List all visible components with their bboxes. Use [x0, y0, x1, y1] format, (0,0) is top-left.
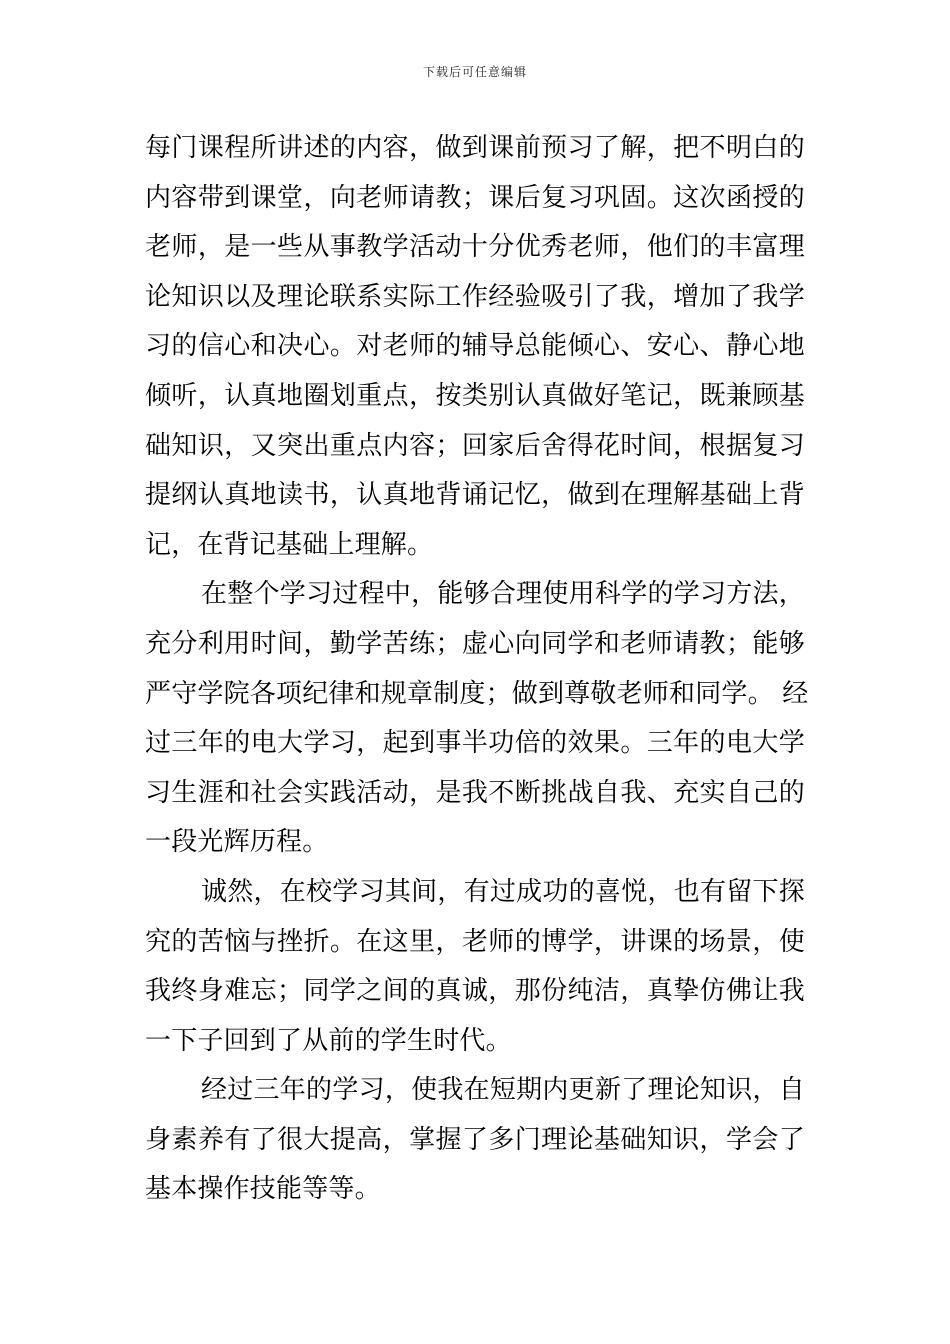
text-line: 过三年的电大学习，起到事半功倍的效果。三年的电大学 — [145, 728, 805, 759]
text-line: 论知识以及理论联系实际工作经验吸引了我，增加了我学 — [145, 281, 805, 312]
paragraph-first-line: 在整个学习过程中，能够合理使用科学的学习方法， — [201, 579, 805, 610]
paragraph-first-line: 经过三年的学习，使我在短期内更新了理论知识，自 — [201, 1075, 805, 1106]
text-line: 内容带到课堂，向老师请教；课后复习巩固。这次函授的 — [145, 182, 805, 213]
text-line: 身素养有了很大提高，掌握了多门理论基础知识，学会了 — [145, 1124, 805, 1155]
text-line: 基本操作技能等等。 — [145, 1174, 381, 1205]
text-line: 我终身难忘；同学之间的真诚，那份纯洁，真挚仿佛让我 — [145, 976, 805, 1007]
text-line: 严守学院各项纪律和规章制度；做到尊敬老师和同学。 经 — [145, 678, 809, 709]
text-line: 每门课程所讲述的内容，做到课前预习了解，把不明白的 — [145, 133, 805, 163]
text-line: 习的信心和决心。对老师的辅导总能倾心、安心、静心地 — [145, 331, 805, 362]
text-line: 习生涯和社会实践活动，是我不断挑战自我、充实自己的 — [145, 777, 805, 808]
text-line: 老师，是一些从事教学活动十分优秀老师，他们的丰富理 — [145, 232, 805, 263]
paragraph-first-line: 诚然，在校学习其间，有过成功的喜悦，也有留下探 — [201, 876, 805, 907]
text-line: 倾听，认真地圈划重点，按类别认真做好笔记，既兼顾基 — [145, 380, 805, 411]
page-header-note: 下载后可任意编辑 — [422, 65, 527, 79]
text-line: 一段光辉历程。 — [145, 827, 329, 858]
text-line: 究的苦恼与挫折。在这里，老师的博学，讲课的场景，使 — [145, 926, 805, 957]
text-line: 一下子回到了从前的学生时代。 — [145, 1025, 512, 1056]
text-line: 提纲认真地读书，认真地背诵记忆，做到在理解基础上背 — [145, 480, 805, 511]
text-line: 础知识，又突出重点内容；回家后舍得花时间，根据复习 — [145, 430, 805, 461]
document-body — [145, 124, 809, 1215]
text-line: 记，在背记基础上理解。 — [145, 529, 434, 560]
text-line: 充分利用时间，勤学苦练；虚心向同学和老师请教；能够 — [145, 628, 805, 659]
